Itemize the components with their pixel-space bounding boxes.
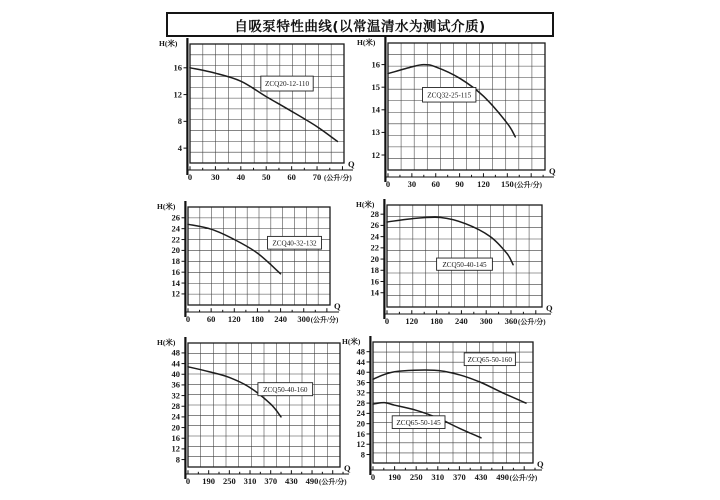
y-tick-label: 12: [371, 149, 380, 160]
curve-ZCQ65-50-160: [373, 370, 526, 403]
chart-canvas: [150, 34, 362, 192]
x-tick-label: 240: [274, 314, 287, 324]
y-axis-title: H(米): [356, 200, 375, 209]
x-tick-label: 0: [185, 476, 191, 486]
x-tick-label: 300: [479, 316, 493, 326]
y-tick-label: 16: [356, 428, 365, 439]
x-tick-label: 370: [264, 476, 278, 486]
y-tick-label: 20: [171, 422, 180, 433]
y-tick-label: 16: [173, 62, 182, 73]
x-unit-label: (公升/分): [514, 181, 542, 189]
x-tick-label: 0: [385, 179, 391, 189]
y-tick-label: 20: [370, 253, 379, 264]
q-axis-title: Q: [344, 463, 351, 473]
x-tick-label: 490: [496, 472, 509, 482]
y-tick-label: 4: [177, 142, 182, 153]
y-tick-label: 24: [171, 411, 180, 422]
x-tick-label: 90: [455, 179, 464, 189]
y-tick-label: 44: [356, 356, 365, 367]
y-tick-label: 26: [370, 220, 379, 231]
model-label: ZCQ32-25-115: [427, 91, 472, 100]
y-tick-label: 14: [370, 287, 379, 298]
x-tick-label: 190: [202, 476, 216, 486]
y-tick-label: 48: [356, 346, 365, 357]
y-tick-label: 32: [171, 390, 180, 401]
pump-chart-zcq50-40-145: [350, 196, 564, 334]
y-tick-label: 12: [171, 443, 180, 454]
y-axis-title: H(米): [357, 38, 376, 47]
y-tick-label: 16: [171, 266, 180, 277]
q-axis-title: Q: [334, 301, 341, 311]
pump-chart-zcq20-12-110: [150, 34, 362, 192]
x-tick-label: 490: [305, 476, 319, 486]
grid: [188, 207, 330, 305]
y-tick-label: 13: [371, 127, 380, 138]
x-tick-label: 70: [312, 172, 322, 182]
y-tick-label: 16: [371, 59, 380, 70]
y-tick-label: 32: [356, 387, 365, 398]
y-tick-label: 8: [360, 449, 365, 460]
y-tick-label: 24: [370, 231, 379, 242]
x-tick-label: 310: [243, 476, 257, 486]
y-tick-label: 18: [370, 265, 379, 276]
curve-ZCQ40-32-132: [188, 224, 281, 273]
y-tick-label: 36: [171, 379, 180, 390]
x-tick-label: 60: [206, 314, 216, 324]
x-tick-label: 0: [187, 172, 193, 182]
grid: [387, 205, 542, 307]
y-tick-label: 12: [173, 89, 182, 100]
y-tick-label: 44: [171, 358, 180, 369]
q-axis-title: Q: [546, 303, 553, 313]
x-tick-label: 0: [185, 314, 191, 324]
x-tick-label: 50: [261, 172, 271, 182]
y-axis-title: H(米): [157, 338, 176, 347]
grid: [188, 343, 340, 467]
grid: [388, 43, 545, 170]
y-tick-label: 40: [356, 367, 365, 378]
y-tick-label: 14: [171, 277, 180, 288]
chart-canvas: [150, 196, 352, 332]
y-tick-label: 14: [371, 104, 380, 115]
x-unit-label: (公升/分): [319, 478, 347, 486]
y-tick-label: 22: [370, 242, 379, 253]
x-tick-label: 250: [409, 472, 423, 482]
y-tick-label: 16: [370, 276, 379, 287]
q-axis-title: Q: [549, 166, 556, 176]
y-tick-label: 48: [171, 347, 180, 358]
x-tick-label: 30: [211, 172, 220, 182]
x-tick-label: 250: [222, 476, 236, 486]
x-unit-label: (公升/分): [310, 316, 339, 324]
q-axis-title: Q: [537, 459, 544, 469]
y-tick-label: 22: [171, 234, 180, 245]
y-tick-label: 20: [356, 418, 365, 429]
x-tick-label: 120: [227, 314, 241, 324]
pump-chart-zcq50-40-160: [150, 332, 358, 494]
y-tick-label: 20: [171, 245, 180, 256]
y-axis-title: H(米): [157, 202, 176, 211]
y-tick-label: 12: [171, 288, 180, 299]
x-tick-label: 150: [500, 179, 514, 189]
pump-chart-zcq65-50: [335, 332, 553, 494]
x-tick-label: 30: [407, 179, 417, 189]
y-tick-label: 36: [356, 377, 365, 388]
y-tick-label: 28: [171, 401, 180, 412]
model-label: ZCQ65-50-145: [396, 418, 441, 427]
y-tick-label: 8: [177, 116, 182, 127]
grid: [190, 44, 344, 163]
y-tick-label: 24: [171, 223, 180, 234]
model-label: ZCQ40-32-132: [272, 239, 317, 248]
x-tick-label: 180: [251, 314, 264, 324]
y-tick-label: 8: [175, 454, 180, 465]
chart-canvas: [150, 332, 358, 494]
chart-canvas: [350, 34, 568, 192]
x-tick-label: 0: [384, 316, 390, 326]
x-tick-label: 360: [504, 316, 518, 326]
pump-chart-zcq32-25-115: [350, 34, 568, 192]
x-tick-label: 60: [287, 172, 296, 182]
model-label: ZCQ65-50-160: [467, 355, 512, 364]
y-tick-label: 24: [356, 408, 365, 419]
y-tick-label: 28: [356, 397, 365, 408]
x-unit-label: (公升/分): [324, 174, 352, 182]
curve-ZCQ50-40-145: [387, 217, 513, 264]
model-label: ZCQ50-40-145: [442, 260, 487, 269]
y-tick-label: 40: [171, 369, 180, 380]
x-tick-label: 430: [284, 476, 298, 486]
page-title: 自吸泵特性曲线(以常温清水为测试介质): [234, 18, 486, 35]
x-tick-label: 240: [455, 316, 468, 326]
x-tick-label: 60: [431, 179, 440, 189]
y-axis-title: H(米): [159, 39, 178, 48]
model-label: ZCQ50-40-160: [263, 385, 308, 394]
x-tick-label: 430: [474, 472, 488, 482]
x-tick-label: 310: [431, 472, 445, 482]
x-tick-label: 300: [297, 314, 311, 324]
x-tick-label: 120: [477, 179, 490, 189]
x-tick-label: 40: [236, 172, 246, 182]
x-tick-label: 180: [430, 316, 443, 326]
y-tick-label: 18: [171, 256, 180, 267]
x-tick-label: 370: [453, 472, 466, 482]
pump-chart-zcq40-32-132: [150, 196, 352, 332]
x-unit-label: (公升/分): [518, 318, 546, 326]
y-tick-label: 28: [370, 208, 379, 219]
y-tick-label: 26: [171, 212, 180, 223]
y-axis-title: H(米): [342, 337, 361, 346]
x-tick-label: 120: [405, 316, 419, 326]
model-label: ZCQ20-12-110: [264, 80, 310, 89]
y-tick-label: 12: [356, 439, 365, 450]
chart-canvas: [350, 196, 564, 334]
y-tick-label: 16: [171, 433, 180, 444]
chart-canvas: [335, 332, 553, 494]
x-tick-label: 190: [388, 472, 401, 482]
x-unit-label: (公升/分): [509, 474, 538, 482]
q-axis-title: Q: [348, 159, 355, 169]
x-tick-label: 0: [370, 472, 376, 482]
y-tick-label: 15: [371, 81, 380, 92]
